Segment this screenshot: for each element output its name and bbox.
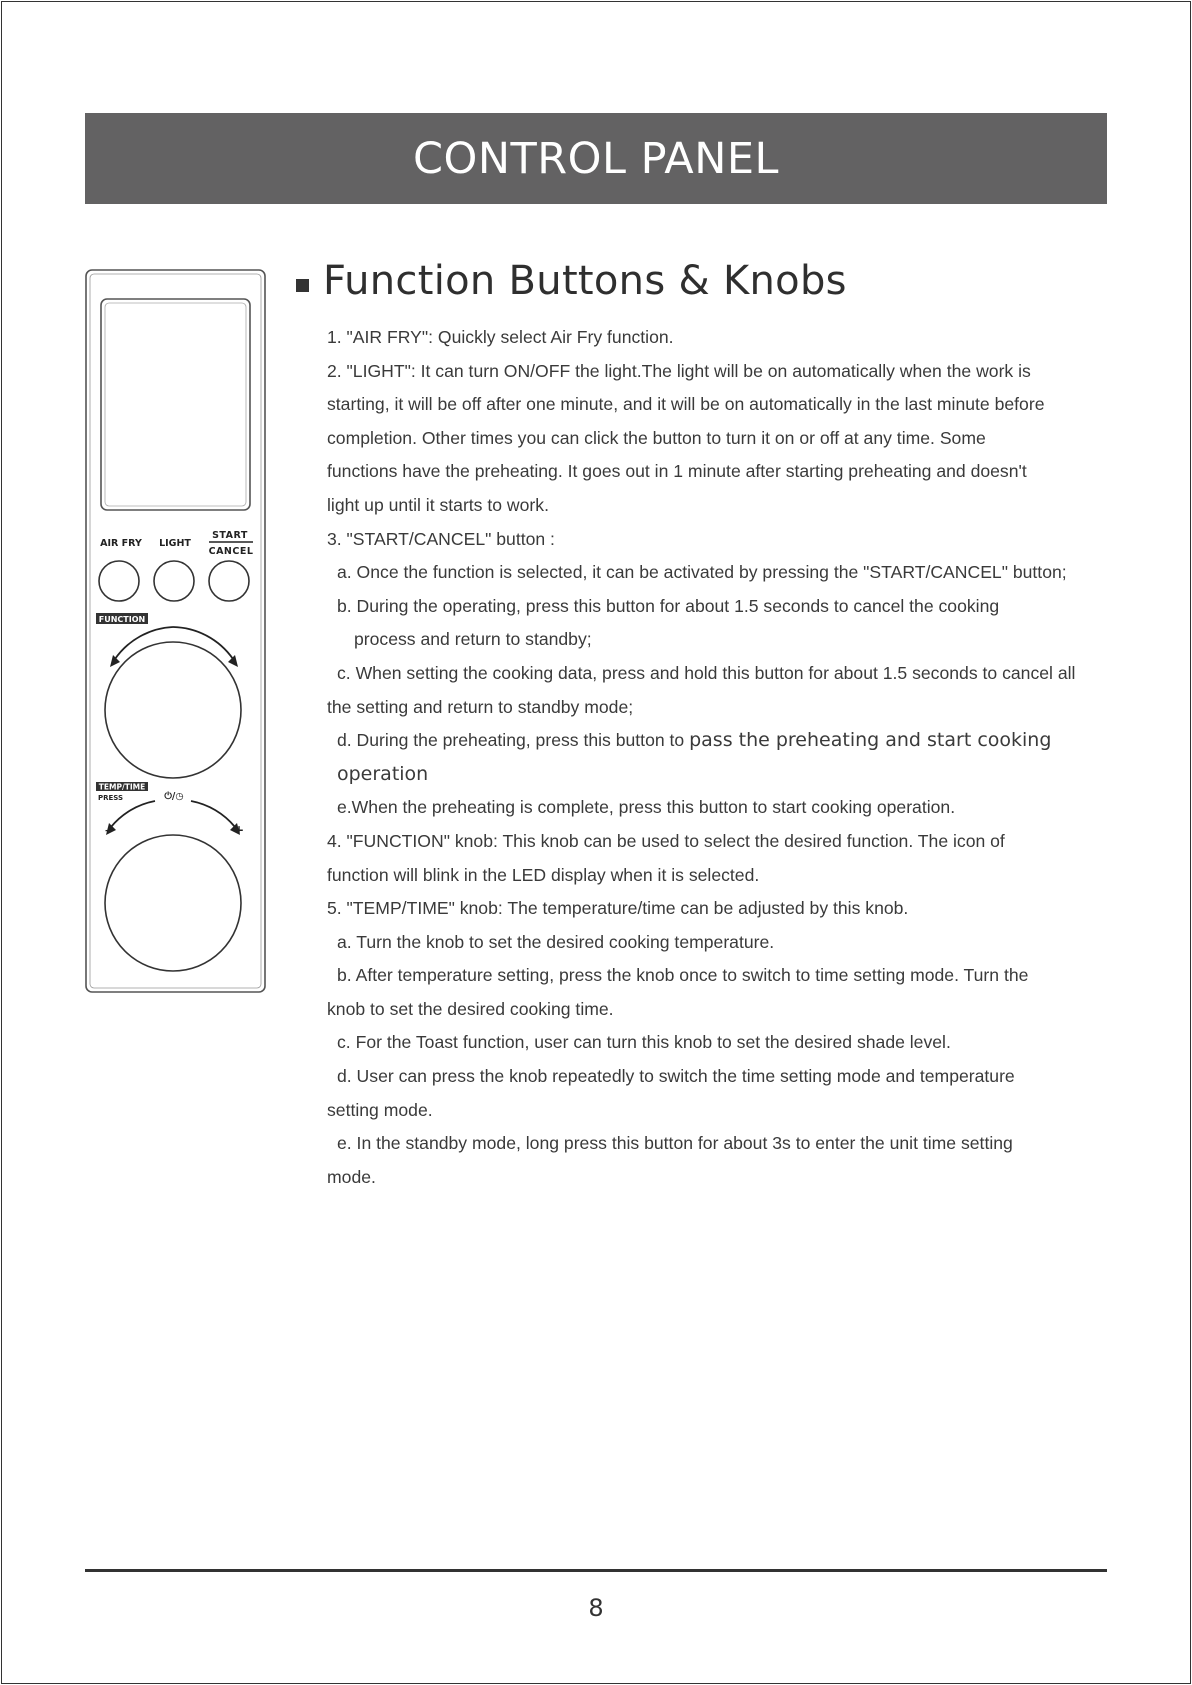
text-line: starting, it will be off after one minute, and it will be on automatically in the last minute before	[327, 394, 1045, 415]
text-line: 3. "START/CANCEL" button :	[327, 528, 555, 549]
function-knob[interactable]	[105, 642, 241, 778]
plus-icon: +	[233, 823, 245, 837]
section-heading	[296, 258, 847, 304]
text-line: c. For the Toast function, user can turn this knob to set the desired shade level.	[337, 1032, 951, 1053]
text-line: operation	[337, 762, 429, 785]
text-line: the setting and return to standby mode;	[327, 696, 634, 717]
control-panel-diagram	[85, 269, 266, 993]
text-line: b. After temperature setting, press the knob once to switch to time setting mode. Turn the	[337, 965, 1029, 986]
light-button[interactable]	[154, 561, 194, 601]
temp-right-arrow-icon	[191, 801, 235, 827]
temp-left-arrow-icon	[111, 801, 155, 827]
power-timer-icon: ⏻/◷	[164, 791, 184, 802]
text-line-mixed	[327, 724, 1117, 758]
text-span: d. During the preheating, press this button to	[337, 730, 690, 751]
start-cancel-button[interactable]	[209, 561, 249, 601]
text-line: 1. "AIR FRY": Quickly select Air Fry function.	[327, 327, 674, 347]
text-line: a. Turn the knob to set the desired cooking temperature.	[337, 931, 775, 952]
text-line: c. When setting the cooking data, press and hold this button for about 1.5 seconds to cancel all	[337, 662, 1076, 683]
page-title: CONTROL PANEL	[412, 133, 780, 184]
section-heading-text: Function Buttons & Knobs	[323, 258, 847, 304]
text-line: b. During the operating, press this button for about 1.5 seconds to cancel the cooking	[337, 595, 1000, 616]
temp-time-knob[interactable]	[105, 835, 241, 971]
text-line: e.When the preheating is complete, press this button to start cooking operation.	[337, 797, 956, 818]
text-line: mode.	[327, 1166, 376, 1187]
temp-time-label: TEMP/TIME	[98, 782, 146, 792]
text-line: a. Once the function is selected, it can be activated by pressing the "START/CANCEL" button;	[337, 562, 1067, 583]
title-banner	[85, 113, 1107, 204]
minus-icon: −	[104, 824, 114, 837]
press-label: PRESS	[98, 794, 124, 802]
text-line: completion. Other times you can click the button to turn it on or off at any time. Some	[327, 427, 986, 448]
instructions-body	[327, 321, 1117, 1194]
text-line: knob to set the desired cooking time.	[327, 998, 614, 1019]
text-line: 2. "LIGHT": It can turn ON/OFF the light.The light will be on automatically when the work is	[327, 360, 1031, 381]
text-line: function will blink in the LED display when it is selected.	[327, 864, 760, 885]
led-display-window	[101, 299, 250, 510]
air-fry-button[interactable]	[99, 561, 139, 601]
text-line: 5. "TEMP/TIME" knob: The temperature/time can be adjusted by this knob.	[327, 898, 909, 919]
text-line: light up until it starts to work.	[327, 494, 549, 515]
text-line: d. User can press the knob repeatedly to switch the time setting mode and temperature	[337, 1066, 1015, 1087]
light-label: LIGHT	[159, 538, 191, 549]
square-bullet-icon	[296, 279, 309, 292]
text-line: functions have the preheating. It goes out in 1 minute after starting preheating and doesn't	[327, 461, 1027, 482]
text-line: e. In the standby mode, long press this button for about 3s to enter the unit time setting	[337, 1133, 1013, 1154]
cancel-label: CANCEL	[208, 546, 254, 557]
start-label: START	[212, 530, 248, 541]
air-fry-label: AIR FRY	[100, 538, 142, 549]
page-number: 8	[588, 1594, 604, 1622]
text-line: setting mode.	[327, 1099, 433, 1120]
footer-divider	[85, 1569, 1107, 1572]
text-line: process and return to standby;	[354, 629, 592, 650]
text-span-large: pass the preheating and start cooking	[689, 729, 1052, 752]
text-line: 4. "FUNCTION" knob: This knob can be used to select the desired function. The icon of	[327, 830, 1005, 851]
function-label: FUNCTION	[98, 615, 146, 624]
